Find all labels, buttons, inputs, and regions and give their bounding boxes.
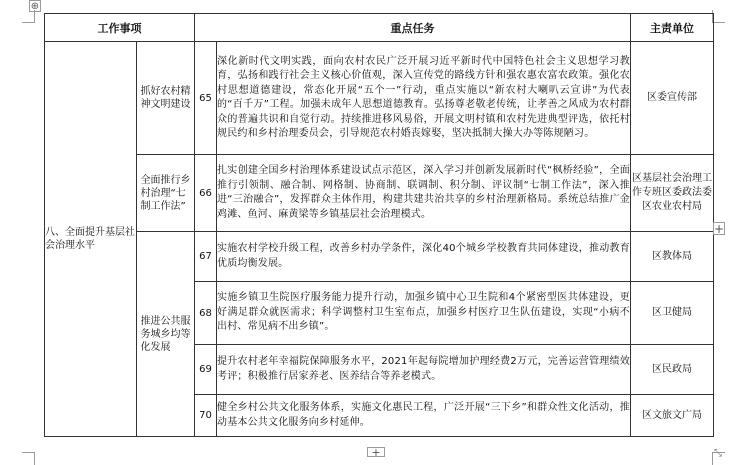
task-number: 66 (195, 155, 217, 232)
task-number: 69 (195, 345, 217, 395)
subcategory-cell (137, 155, 195, 232)
subcategory-label: 抓好农村精神文明建设 (140, 86, 191, 110)
table-resize-icon[interactable]: ⤡ (714, 448, 722, 459)
lead-unit: 区委宣传部 (631, 42, 714, 155)
subcategory-cell (137, 42, 195, 155)
task-number: 70 (195, 395, 217, 437)
subcategory-cell (137, 232, 195, 437)
task-number: 65 (195, 42, 217, 155)
lead-unit: 区民政局 (631, 345, 714, 395)
task-number: 67 (195, 232, 217, 282)
task-description: 深化新时代文明实践，面向农村农民广泛开展习近平新时代中国特色社会主义思想学习教育，弘扬和践行社会主义核心价值观，深入宣传党的路线方针和强农惠农富农政策。强化农村思想道德建设，常态化开展“五个一”行动，重点实施以“新农村大喇叭云宣讲”为代表的“百千万”工程。加强未成年人思想道德教育。弘扬尊老敬老传统，让孝善之风成为农村群众的普遍共识和自觉行动。持续推进移风易俗，开展文明村镇和农村先进典型评选，依托村规民约和乡村治理委员会，引导规范农村婚丧嫁娶，坚决抵制大操大办等陈规陋习。 (217, 42, 631, 155)
header-lead-unit: 主责单位 (631, 14, 714, 42)
subcategory-label: 全面推行乡村治理“七制工作法” (140, 174, 191, 212)
work-area-label: 八、全面提升基层社会治理水平 (45, 227, 135, 251)
lead-unit: 区基层社会治理工作专班区委政法委区农业农村局 (631, 155, 714, 232)
task-number: 68 (195, 282, 217, 345)
add-row-icon[interactable]: + (367, 447, 385, 457)
table-move-handle-icon[interactable]: ⊕ (30, 1, 40, 12)
lead-unit: 区文旅文广局 (631, 395, 714, 437)
task-description: 实施农村学校升级工程，改善乡村办学条件，深化40个城乡学校教育共同体建设，推动教育优质均衡发展。 (217, 232, 631, 282)
lead-unit: 区教体局 (631, 232, 714, 282)
header-work-item: 工作事项 (45, 14, 195, 42)
table-header-row (45, 14, 714, 42)
crop-mark-top-left (22, 10, 35, 23)
task-description: 实施乡镇卫生院医疗服务能力提升行动，加强乡镇中心卫生院和4个紧密型医共体建设，更好满足群众就医需求；科学调整村卫生室布点，加强乡村医疗卫生队伍建设，实现“小病不出村、常见病不出乡镇”。 (217, 282, 631, 345)
lead-unit: 区卫健局 (631, 282, 714, 345)
table-row (45, 155, 714, 232)
header-key-tasks: 重点任务 (195, 14, 631, 42)
task-description: 健全乡村公共文化服务体系，实施文化惠民工程，广泛开展“三下乡”和群众性文化活动，推动基本公共文化服务向乡村延伸。 (217, 395, 631, 437)
crop-mark-bottom-left (22, 452, 35, 465)
task-description: 提升农村老年幸福院保障服务水平，2021年起每院增加护理经费2万元，完善运营管理绩效考评；积极推行居家养老、医养结合等养老模式。 (217, 345, 631, 395)
add-column-icon[interactable]: + (714, 222, 725, 236)
work-area-cell (45, 42, 137, 437)
policy-table (44, 13, 714, 437)
table-row (45, 232, 714, 282)
task-description: 扎实创建全国乡村治理体系建设试点示范区，深入学习并创新发展新时代“枫桥经验”，全面推行引领制、融合制、网格制、协商制、联调制、积分制、评议制“七制工作法”，深入推进“三治融合”，发挥群众主体作用，构建共建共治共享的乡村治理新格局。系统总结推广金鸡滩、鱼河、麻黄梁等乡镇基层社会治理模式。 (217, 155, 631, 232)
subcategory-label: 推进公共服务城乡均等化发展 (140, 315, 191, 353)
table-row (45, 42, 714, 155)
